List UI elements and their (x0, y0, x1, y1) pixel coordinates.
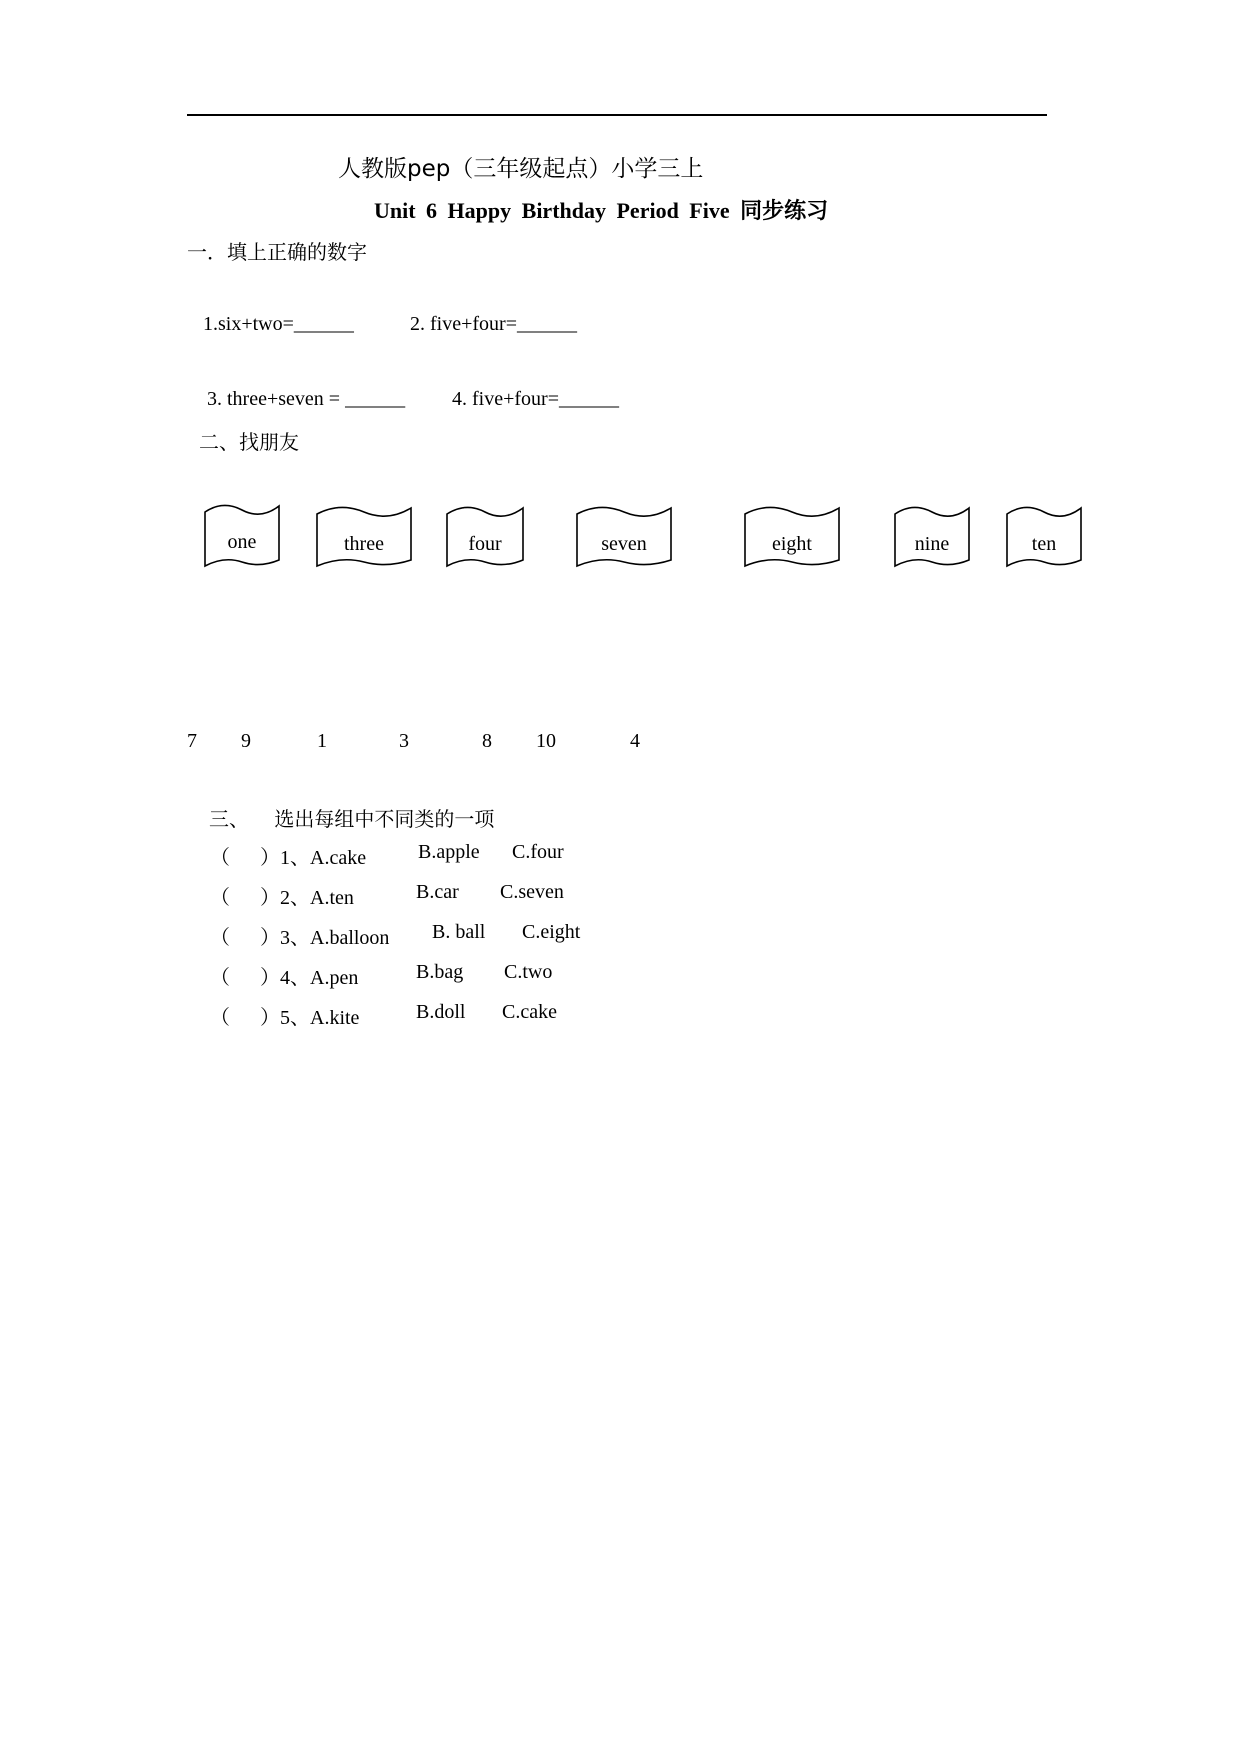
word-ten: ten (1031, 533, 1057, 555)
word-card (1006, 504, 1082, 568)
choice-stem: （ ）4、A.pen (210, 967, 359, 989)
top-rule (187, 114, 1047, 116)
choice-c: C.two (504, 961, 553, 983)
number-item: 9 (241, 730, 251, 752)
choice-stem: （ ）5、A.kite (210, 1007, 360, 1029)
subtitle-english: Unit 6 Happy Birthday Period Five (374, 198, 730, 223)
word-seven: seven (601, 533, 647, 555)
word-three: three (344, 533, 384, 555)
choice-c: C.seven (500, 881, 564, 903)
page-subtitle (374, 194, 828, 225)
page-title: 人教版pep（三年级起点）小学三上 (338, 156, 704, 182)
question-4: 4. five+four=______ (452, 388, 619, 410)
choice-b: B.doll (416, 1001, 466, 1023)
subtitle-chinese: 同步练习 (740, 199, 829, 224)
number-item: 3 (399, 730, 409, 752)
question-2: 2. five+four=______ (410, 313, 577, 335)
choice-c: C.cake (502, 1001, 557, 1023)
choice-stem: （ ）3、A.balloon (210, 927, 390, 949)
word-card (576, 504, 672, 568)
word-one: one (227, 531, 257, 553)
choice-stem: （ ）1、A.cake (210, 847, 367, 869)
section3-heading: 三、 选出每组中不同类的一项 (209, 807, 495, 831)
choice-b: B.car (416, 881, 459, 903)
word-four: four (468, 533, 502, 555)
choice-c: C.four (512, 841, 564, 863)
question-3: 3. three+seven = ______ (207, 388, 406, 410)
choice-b: B.apple (418, 841, 480, 863)
word-card (744, 504, 840, 568)
number-item: 10 (536, 730, 556, 752)
word-eight: eight (772, 533, 812, 555)
number-item: 4 (630, 730, 640, 752)
word-card (316, 504, 412, 568)
word-card (446, 504, 524, 568)
section1-heading: 一．填上正确的数字 (187, 240, 367, 264)
choice-stem: （ ）2、A.ten (210, 887, 354, 909)
word-card (204, 502, 280, 568)
choice-b: B. ball (432, 921, 486, 943)
word-nine: nine (914, 533, 950, 555)
question-1: 1.six+two=______ (203, 313, 354, 335)
number-item: 8 (482, 730, 492, 752)
choice-c: C.eight (522, 921, 581, 943)
choice-b: B.bag (416, 961, 464, 983)
number-item: 7 (187, 730, 197, 752)
number-item: 1 (317, 730, 327, 752)
word-card (894, 504, 970, 568)
section2-heading: 二、找朋友 (199, 430, 299, 454)
